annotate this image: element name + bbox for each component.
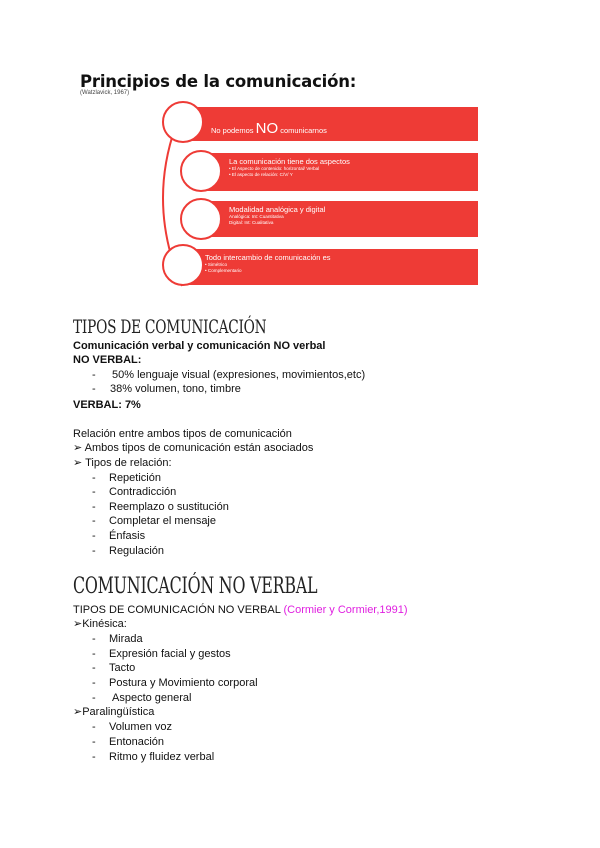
dash-marker: -: [92, 501, 96, 513]
nonverbal-item-1: 50% lenguaje visual (expresiones, movimientos,etc): [112, 369, 366, 381]
principle-bar-1: [183, 107, 478, 141]
noverbal-types-title: TIPOS DE COMUNICACIÓN NO VERBAL: [73, 604, 281, 616]
paraling-label: Paralingüística: [82, 706, 155, 718]
dash-marker: -: [92, 662, 96, 674]
arrow-bullet-icon: ➢: [73, 442, 83, 454]
section-heading-noverbal: COMUNICACIÓN NO VERBAL: [73, 574, 318, 599]
kinesica-item-2: Expresión facial y gestos: [109, 648, 231, 660]
verbal-label: VERBAL: 7%: [73, 399, 141, 411]
dash-marker: -: [92, 515, 96, 527]
paraling-item-2: Entonación: [109, 736, 165, 748]
principle-4-title: Todo intercambio de comunicación es: [205, 253, 331, 262]
subheading-verbal-noverbal: Comunicación verbal y comunicación NO verbal: [73, 340, 326, 352]
relation-item-6: Regulación: [109, 545, 165, 557]
arrow-bullet-icon: ➢: [73, 618, 83, 630]
principles-diagram: [0, 0, 600, 300]
dash-marker: -: [92, 721, 96, 733]
kinesica-item-4: Postura y Movimiento corporal: [109, 677, 258, 689]
section-heading-tipos: TIPOS DE COMUNICACIÓN: [73, 316, 267, 338]
diagram-circle-4: [162, 244, 204, 286]
dash-marker: -: [92, 751, 96, 763]
bullet-line-2: [73, 456, 172, 470]
bullet-1-text: Ambos tipos de comunicación están asociados: [84, 442, 314, 454]
noverbal-types-title-line: [73, 603, 408, 617]
relation-item-2: Contradicción: [109, 486, 177, 498]
principle-1-pre: No podemos: [211, 126, 256, 135]
dash-marker: -: [92, 692, 96, 704]
dash-marker: -: [92, 545, 96, 557]
relation-item-1: Repetición: [109, 472, 161, 484]
dash-marker: -: [92, 486, 96, 498]
principle-bar-4: [183, 249, 478, 285]
paraling-line: [73, 705, 154, 719]
principle-4-sub-1: • Simétrico: [205, 262, 228, 267]
principle-3-sub-1: Analógica: Int: Cuantitativa: [229, 214, 284, 219]
dash-marker: -: [92, 369, 96, 381]
diagram-circle-1: [162, 101, 204, 143]
diagram-citation: (Watzlavick, 1967): [80, 90, 130, 96]
dash-marker: -: [92, 648, 96, 660]
kinesica-line: [73, 617, 127, 631]
dash-marker: -: [92, 472, 96, 484]
principle-1-post: comunicarnos: [278, 126, 327, 135]
nonverbal-label: NO VERBAL:: [73, 354, 142, 366]
dash-marker: -: [92, 633, 96, 645]
dash-marker: -: [92, 736, 96, 748]
principle-1-big: NO: [255, 120, 279, 137]
relation-title: Relación entre ambos tipos de comunicación: [73, 428, 292, 440]
kinesica-item-5: Aspecto general: [112, 692, 192, 704]
principle-2-title: La comunicación tiene dos aspectos: [229, 157, 350, 166]
kinesica-label: Kinésica:: [82, 618, 127, 630]
dash-marker: -: [92, 677, 96, 689]
arrow-bullet-icon: ➢: [73, 457, 83, 469]
diagram-title: Principios de la comunicación:: [80, 72, 357, 91]
relation-item-3: Reemplazo o sustitución: [109, 501, 229, 513]
noverbal-citation: (Cormier y Cormier,1991): [283, 604, 408, 616]
diagram-circle-3: [180, 198, 222, 240]
principle-2-sub-1: • El Aspecto de contenido: horizontal/ Verbal: [229, 166, 320, 171]
relation-item-4: Completar el mensaje: [109, 515, 216, 527]
kinesica-item-1: Mirada: [109, 633, 143, 645]
bullet-line-1: [73, 441, 313, 455]
kinesica-item-3: Tacto: [109, 662, 136, 674]
principle-bar-2: [205, 153, 478, 191]
principle-3-sub-2: Digital: Int: Cualitativa: [229, 220, 274, 225]
nonverbal-item-2: 38% volumen, tono, timbre: [110, 383, 241, 395]
paraling-item-1: Volumen voz: [109, 721, 172, 733]
principle-2-sub-2: • El aspecto de relación: C/V/ Y: [229, 172, 293, 177]
arrow-bullet-icon: ➢: [73, 706, 83, 718]
relation-item-5: Énfasis: [109, 530, 146, 542]
paraling-item-3: Ritmo y fluidez verbal: [109, 751, 215, 763]
principle-4-sub-2: • Complementario: [205, 268, 242, 273]
dash-marker: -: [92, 383, 96, 395]
diagram-circle-2: [180, 150, 222, 192]
dash-marker: -: [92, 530, 96, 542]
principle-3-title: Modalidad analógica y digital: [229, 205, 326, 214]
bullet-2-text: Tipos de relación:: [85, 457, 172, 469]
principle-bar-3: [205, 201, 478, 237]
